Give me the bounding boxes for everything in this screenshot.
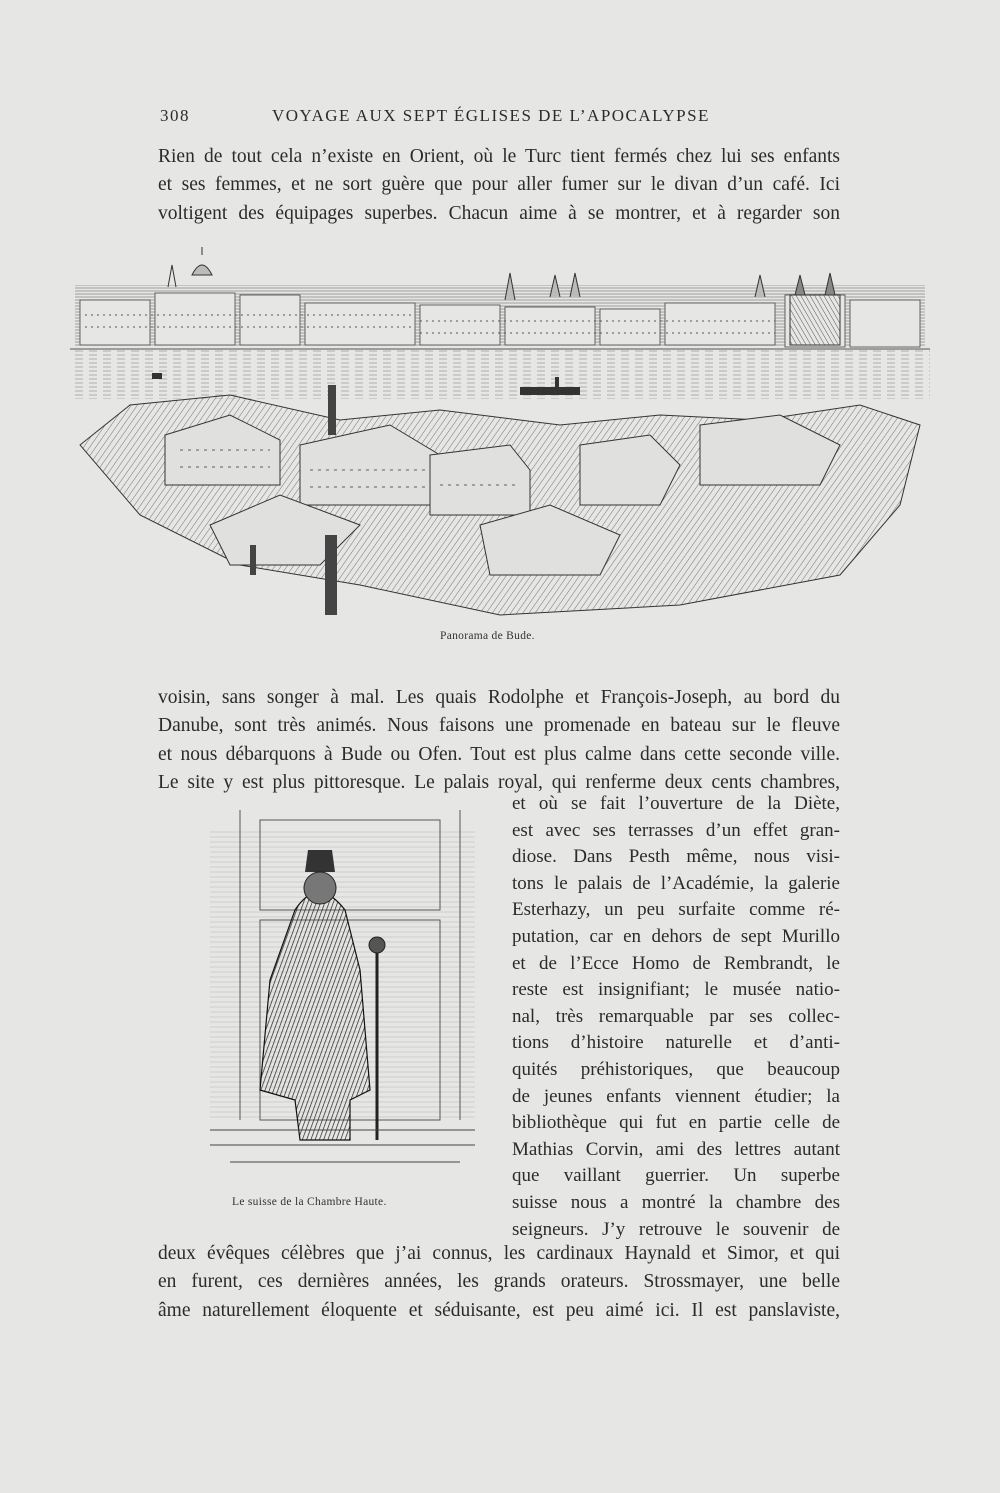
text-line: voltigent des équipages superbes. Chacun aime à se montrer, et à regarder son: [158, 202, 840, 224]
text-line: et où se fait l’ouverture de la Diète,: [512, 793, 840, 814]
paragraph-intro: [158, 143, 840, 228]
page-number: 308: [160, 106, 190, 125]
text-line: bibliothèque qui fut en partie celle de: [512, 1112, 840, 1134]
panorama-caption: Panorama de Bude.: [440, 630, 535, 642]
text-line: voisin, sans songer à mal. Les quais Rodolphe et François-Joseph, au bord du: [158, 687, 840, 708]
panorama-engraving: [60, 245, 940, 630]
paragraph-eveques: [158, 1240, 840, 1325]
text-line: et de l’Ecce Homo de Rembrandt, le: [512, 952, 840, 974]
text-line: Danube, sont très animés. Nous faisons une promenade en bateau sur le fleuve: [158, 715, 840, 737]
text-line: diose. Dans Pesth même, nous visi-: [512, 846, 840, 868]
running-head: [160, 106, 840, 132]
text-line: quités préhistoriques, que beaucoup: [512, 1058, 840, 1080]
paragraph-quais: [158, 684, 840, 797]
text-line: Le site y est plus pittoresque. Le palais royal, qui renferme deux cents chambres,: [158, 771, 840, 793]
text-line: et nous débarquons à Bude ou Ofen. Tout est plus calme dans cette seconde ville.: [158, 743, 840, 765]
text-line: seigneurs. J’y retrouve le souvenir de: [512, 1218, 840, 1240]
text-line: que vaillant guerrier. Un superbe: [512, 1165, 840, 1187]
running-title: VOYAGE AUX SEPT ÉGLISES DE L’APOCALYPSE: [272, 106, 710, 125]
suisse-caption: Le suisse de la Chambre Haute.: [232, 1196, 387, 1208]
text-line: putation, car en dehors de sept Murillo: [512, 925, 840, 947]
text-line: est avec ses terrasses d’un effet gran-: [512, 819, 840, 841]
text-line: de jeunes enfants viennent étudier; la: [512, 1085, 840, 1107]
text-line: suisse nous a montré la chambre des: [512, 1191, 840, 1213]
suisse-engraving: [200, 800, 485, 1190]
text-line: Mathias Corvin, ami des lettres autant: [512, 1138, 840, 1160]
text-line: et ses femmes, et ne sort guère que pour aller fumer sur le divan d’un café. Ici: [158, 174, 840, 196]
text-line: en furent, ces dernières années, les grands orateurs. Strossmayer, une belle: [158, 1271, 840, 1293]
text-line: deux évêques célèbres que j’ai connus, les cardinaux Haynald et Simor, et qui: [158, 1243, 840, 1264]
paragraph-narrow-column: [512, 791, 840, 1243]
text-line: Rien de tout cela n’existe en Orient, où le Turc tient fermés chez lui ses enfants: [158, 146, 840, 167]
text-line: nal, très remarquable par ses collec-: [512, 1005, 840, 1027]
text-line: âme naturellement éloquente et séduisante, est peu aimé ici. Il est panslaviste,: [158, 1299, 840, 1321]
text-line: tons le palais de l’Académie, la galerie: [512, 872, 840, 894]
text-line: reste est insignifiant; le musée natio-: [512, 979, 840, 1001]
text-line: tions d’histoire naturelle et d’anti-: [512, 1032, 840, 1054]
text-line: Esterhazy, un peu surfaite comme ré-: [512, 899, 840, 921]
